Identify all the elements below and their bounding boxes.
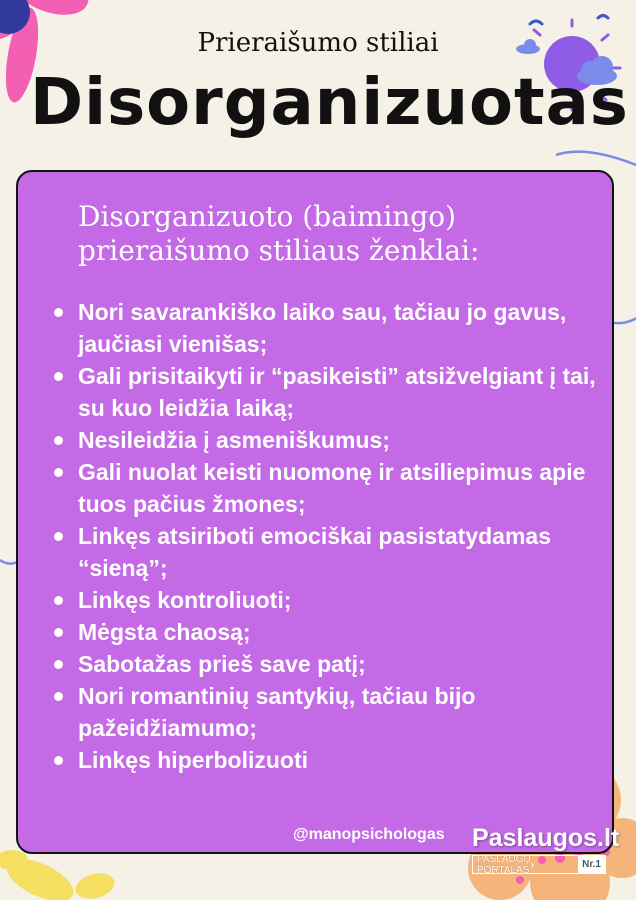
page-title: Disorganizuotas xyxy=(30,66,629,140)
list-item xyxy=(52,680,612,744)
logo-name: Paslaugos.lt xyxy=(472,824,620,852)
bullet-icon xyxy=(54,308,63,317)
list-item xyxy=(52,456,612,520)
list-item-text: Nori savarankiško laiko sau, tačiau jo gavus, jaučiasi vienišas; xyxy=(78,299,567,357)
list-item-text: Gali nuolat keisti nuomonę ir atsiliepimus apie tuos pačius žmones; xyxy=(78,459,586,517)
list-item xyxy=(52,648,612,680)
paslaugos-logo[interactable] xyxy=(472,824,622,874)
list-item-text: Sabotažas prieš save patį; xyxy=(78,651,366,677)
logo-badge: Nr.1 xyxy=(578,856,605,873)
bullet-icon xyxy=(54,532,63,541)
list-item xyxy=(52,520,612,584)
list-item-text: Linkęs hiperbolizuoti xyxy=(78,747,309,773)
list-item xyxy=(52,616,612,648)
logo-tagline: PASLAUGŲ PORTALAS xyxy=(477,853,531,876)
bullet-icon xyxy=(54,692,63,701)
bullet-icon xyxy=(54,372,63,381)
page-subtitle: Prieraišumo stiliai xyxy=(197,28,439,58)
bullet-icon xyxy=(54,436,63,445)
list-item xyxy=(52,744,612,776)
bullet-icon xyxy=(54,596,63,605)
wave-line-decoration xyxy=(556,152,636,165)
social-handle: @manopsichologas xyxy=(293,826,445,843)
list-item-text: Linkęs kontroliuoti; xyxy=(78,587,292,613)
list-item-text: Linkęs atsiriboti emociškai pasistatydamas “sieną”; xyxy=(78,523,551,581)
list-item xyxy=(52,424,612,456)
logo-tagline-box xyxy=(472,855,606,874)
yellow-flower-decoration xyxy=(0,850,117,900)
card-heading: Disorganizuoto (baimingo) prieraišumo stiliaus ženklai: xyxy=(78,200,480,267)
list-item xyxy=(52,296,612,360)
bullet-icon xyxy=(54,660,63,669)
list-item xyxy=(52,584,612,616)
list-item-text: Nori romantinių santykių, tačiau bijo pažeidžiamumo; xyxy=(78,683,476,741)
bullet-icon xyxy=(54,628,63,637)
list-item-text: Gali prisitaikyti ir “pasikeisti” atsižvelgiant į tai, su kuo leidžia laiką; xyxy=(78,363,596,421)
list-item-text: Mėgsta chaosą; xyxy=(78,619,251,645)
list-item xyxy=(52,360,612,424)
bullet-icon xyxy=(54,468,63,477)
signs-list xyxy=(52,296,612,776)
list-item-text: Nesileidžia į asmeniškumus; xyxy=(78,427,390,453)
bullet-icon xyxy=(54,756,63,765)
